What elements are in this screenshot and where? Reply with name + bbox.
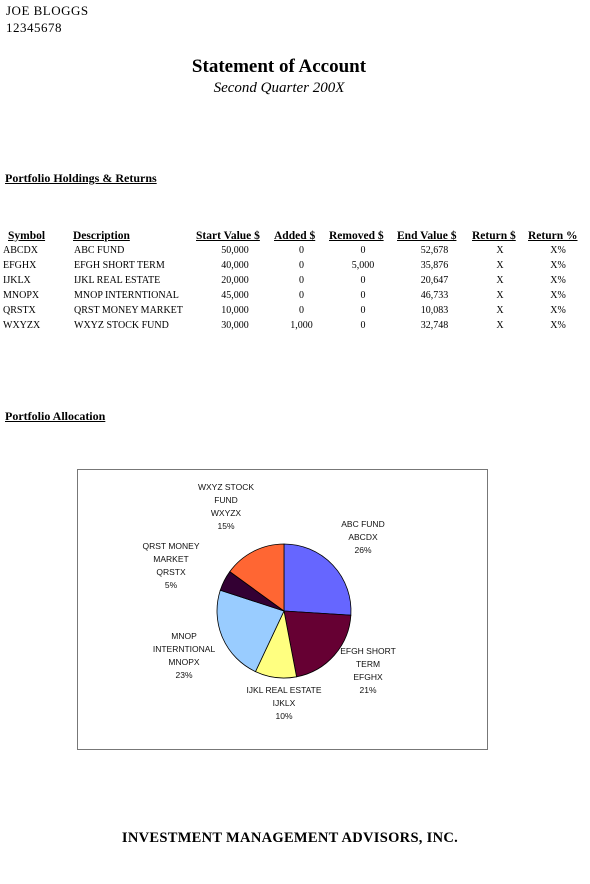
cell-return-dollar: X xyxy=(496,305,504,316)
cell-start-value: 20,000 xyxy=(221,275,249,286)
cell-description: WXYZ STOCK FUND xyxy=(74,320,169,331)
cell-symbol: WXYZX xyxy=(3,320,41,331)
cell-return-percent: X% xyxy=(550,290,566,301)
cell-added: 0 xyxy=(299,275,304,286)
header-added: Added $ xyxy=(274,229,316,242)
statement-subtitle: Second Quarter 200X xyxy=(213,80,345,96)
header-removed: Removed $ xyxy=(329,229,384,242)
cell-return-dollar: X xyxy=(496,320,504,331)
cell-start-value: 30,000 xyxy=(221,320,249,331)
cell-removed: 0 xyxy=(360,245,366,256)
cell-start-value: 40,000 xyxy=(221,260,249,271)
pie-label-wxyzx: WXYZ STOCK FUND WXYZX 15% xyxy=(197,482,255,531)
cell-return-dollar: X xyxy=(496,260,504,271)
cell-removed: 0 xyxy=(360,305,366,316)
cell-return-percent: X% xyxy=(550,275,566,286)
pie-label-ijklx: IJKL REAL ESTATE IJKLX 10% xyxy=(246,685,322,721)
table-header-row xyxy=(3,228,588,243)
allocation-chart xyxy=(77,469,488,750)
header-end-value: End Value $ xyxy=(397,229,457,242)
table-row xyxy=(3,303,588,318)
table-row xyxy=(3,288,588,303)
pie-slice-abcdx xyxy=(284,544,351,615)
header-return-percent: Return % xyxy=(528,229,578,242)
cell-description: QRST MONEY MARKET xyxy=(74,305,183,316)
cell-return-dollar: X xyxy=(496,275,504,286)
cell-end-value: 35,876 xyxy=(420,260,449,271)
cell-description: EFGH SHORT TERM xyxy=(74,260,165,271)
table-row xyxy=(3,318,588,333)
table-row xyxy=(3,258,588,273)
cell-symbol: MNOPX xyxy=(3,290,40,301)
cell-start-value: 50,000 xyxy=(221,245,249,256)
cell-return-percent: X% xyxy=(550,305,566,316)
client-info xyxy=(6,2,89,36)
cell-added: 0 xyxy=(299,290,304,301)
cell-symbol: QRSTX xyxy=(3,305,36,316)
cell-description: ABC FUND xyxy=(74,245,125,256)
cell-return-dollar: X xyxy=(496,290,504,301)
company-footer: INVESTMENT MANAGEMENT ADVISORS, INC. xyxy=(121,830,459,846)
cell-end-value: 52,678 xyxy=(420,245,449,256)
pie-label-abcdx: ABC FUND ABCDX 26% xyxy=(341,519,385,555)
cell-end-value: 20,647 xyxy=(420,275,449,286)
cell-description: MNOP INTERNTIONAL xyxy=(74,290,179,301)
cell-symbol: EFGHX xyxy=(3,260,37,271)
cell-symbol: ABCDX xyxy=(3,245,39,256)
cell-end-value: 32,748 xyxy=(420,320,449,331)
holdings-section-heading: Portfolio Holdings & Returns xyxy=(5,171,157,185)
cell-start-value: 45,000 xyxy=(221,290,249,301)
cell-end-value: 46,733 xyxy=(420,290,449,301)
header-symbol: Symbol xyxy=(8,229,46,242)
header-description: Description xyxy=(73,229,130,242)
cell-symbol: IJKLX xyxy=(3,275,31,286)
client-name: JOE BLOGGS xyxy=(6,3,89,18)
cell-added: 1,000 xyxy=(290,320,313,331)
pie-label-qrstx: QRST MONEY MARKET QRSTX 5% xyxy=(142,541,200,590)
allocation-section-heading: Portfolio Allocation xyxy=(5,409,106,423)
cell-end-value: 10,083 xyxy=(420,305,449,316)
cell-return-percent: X% xyxy=(550,260,566,271)
statement-title: Statement of Account xyxy=(191,56,367,77)
pie-label-mnopx: MNOP INTERNTIONAL MNOPX 23% xyxy=(152,631,216,680)
table-row xyxy=(3,243,588,258)
pie-label-efghx: EFGH SHORT TERM EFGHX 21% xyxy=(340,646,396,695)
holdings-table xyxy=(3,228,588,333)
cell-start-value: 10,000 xyxy=(221,305,249,316)
account-number: 12345678 xyxy=(6,20,62,35)
cell-description: IJKL REAL ESTATE xyxy=(74,275,161,286)
cell-return-percent: X% xyxy=(550,245,566,256)
cell-removed: 5,000 xyxy=(351,260,375,271)
header-return-dollar: Return $ xyxy=(472,229,516,242)
cell-removed: 0 xyxy=(360,320,366,331)
table-row xyxy=(3,273,588,288)
pie-chart xyxy=(78,470,487,749)
cell-return-percent: X% xyxy=(550,320,566,331)
cell-removed: 0 xyxy=(360,275,366,286)
holdings-table-body xyxy=(3,243,588,333)
cell-added: 0 xyxy=(299,245,304,256)
cell-return-dollar: X xyxy=(496,245,504,256)
cell-added: 0 xyxy=(299,260,304,271)
cell-removed: 0 xyxy=(360,290,366,301)
header-start-value: Start Value $ xyxy=(196,229,260,242)
cell-added: 0 xyxy=(299,305,304,316)
